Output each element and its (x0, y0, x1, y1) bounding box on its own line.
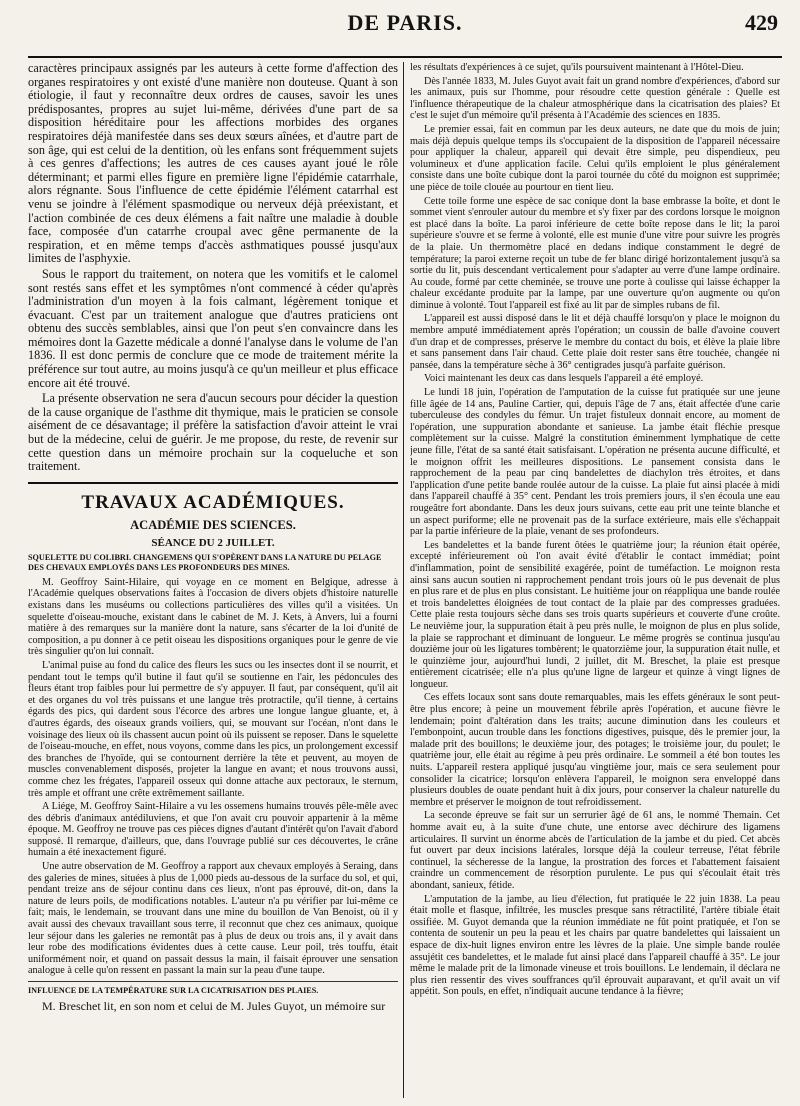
paragraph: Une autre observation de M. Geoffroy a rapport aux chevaux employés à Seraing, dans des galeries de mines, situées à plus de 1,000 pieds au-dessous de la surface du sol, et qui, pendant treize ans de séjour continu dans ces lieux, n'ont pas éprouvé, dit-on, dans la nature de leurs poils, de modifications notables. L'auteur n'a pu vérifier par lui-même ce fait; mais, le lendemain, se trouvant dans une mine du bouillon de Van Benoist, où il y avait aussi des chevaux travaillant sous terre, il reconnut que chez ces animaux, quoique leur séjour dans les galeries ne remontât pas à plus de deux ou trois ans, il y avait dans leur robe des modifications évidentes dues à cette cause. Leur poil, très touffu, était uniformément noir, et quand on passait dessus la main, il faisait éprouver une sensation analogue à celle qu'on ressent en passant la main sur la peau d'une taupe. (28, 861, 398, 977)
paragraph: A Liége, M. Geoffroy Saint-Hilaire a vu les ossemens humains trouvés pêle-mêle avec des débris d'animaux antédiluviens, et que l'on avait cru pouvoir appartenir à la même époque. M. Geoffroy ne trouve pas ces pièces dignes d'autant d'intérêt qu'on l'avait d'abord supposé. Il remarque, d'ailleurs, que, dans l'ouvrage publié sur ces découvertes, le crâne humain a été inexactement figuré. (28, 801, 398, 859)
header-title: DE PARIS. (347, 10, 463, 35)
paragraph: L'amputation de la jambe, au lieu d'élection, fut pratiquée le 22 juin 1838. La peau était molle et flasque, infiltrée, les muscles presque sans rétractilité, l'artère tibiale était ossifiée. M. Guyot demanda que la réunion immédiate ne fût point pratiquée, et l'on se contenta de soutenir un peu la peau et les chairs par quatre bandelettes qui laissaient un espace de dix-huit lignes environ entre les lèvres de la plaie. Une simple bande roulée assujétit ces bandelettes, et le malade fut ainsi placé dans l'appareil chauffé à 35°. Le jour même le malade prit de la limonade vineuse et trois bouillons. Le lendemain, il déclara ne plus rien ressentir des vives souffrances qu'il éprouvait auparavant, et qu'il avait un vif appétit. Son pouls, en effet, n'indiquait aucune tendance à la fièvre; (410, 893, 780, 998)
paragraph: Voici maintenant les deux cas dans lesquels l'appareil a été employé. (424, 373, 704, 385)
paragraph: L'animal puise au fond du calice des fleurs les sucs ou les insectes dont il se nourrit, et pendant tout le temps qu'il butine il faut qu'il se soutienne en l'air, les pédoncules des fleurs étant trop faibles pour lui permettre de s'y appuyer. Il faut, par conséquent, qu'il ait et des organes du vol très puissans et une langue très protractile, qu'il tienne, à certains égards des pics, qui dardent sous l'écorce des arbres une longue langue gluante, et, à d'autres égards, des oiseaux grands voiliers, qui, se mouvant sur l'océan, n'ont dans le voisinage des lieux où ils chassent aucun point où ils puissent se reposer. Dans le squelette de l'oiseau-mouche, en effet, nous voyons, comme dans les pics, un prolongement excessif des branches de l'hyoïde, qui se contournent derrière la tête et peuvent, au moyen de muscles convenablement disposés, projeter la langue en avant; et nous trouvons aussi, comme chez les frégates, l'appareil osseux qui donne attache aux pectoraux, le sternum, très ample et offrant une crête extrêmement saillante. (28, 659, 398, 799)
paragraph: Cette toile forme une espèce de sac conique dont la base embrasse la boîte, et dont le sommet vient s'enrouler autour du membre et s'y fixer par des cordons lorsque le moignon est placé dans la boîte. La paroi inférieure de cette boîte repose dans le lit; la paroi supérieure s'ouvre et se ferme à volonté, elle est munie d'une vitre pour suivre les progrès de la plaie. Un thermomètre placé en dedans indique constamment le degré de température; la paroi externe reçoit un tube de fer blanc dirigé horizontalement jusqu'à sa sortie du lit, puis descendant verticalement pour s'adapter au verre d'une lampe ordinaire. Au coude, formé par cette cheminée, se trouve une porte à coulisse qui laisse échapper la chaleur excédante produite par la lampe, par une ouverture qu'on augmente ou qu'on diminue à volonté. Tout l'appareil est fixé au lit par de simples rubans de fil. (410, 195, 780, 311)
paragraph: Ces effets locaux sont sans doute remarquables, mais les effets généraux le sont peut-être plus encore; à peine un mouvement fébrile après l'opération, et aucune fièvre le lendemain; point d'altération dans les traits; aucune diminution dans les couleurs et l'embonpoint, aucun trouble dans les fonctions digestives, puisque, dès le premier jour, la malade prit des bouillons; le deuxième jour, des potages; le troisième jour, du poulet; le quatrième jour, elle était au régime à peu près ordinaire. Le sommeil a été bon toutes les nuits. L'appareil restera appliqué jusqu'au vingtième jour, mais ce sera seulement pour consolider la cicatrice; lorsqu'on enlèvera l'appareil, le moignon sera enveloppé dans plusieurs doubles de ouate pendant huit à dix jours, pour conserver la chaleur naturelle du membre et préserver le moignon de tout refroidissement. (410, 692, 780, 808)
article-caption: INFLUENCE DE LA TEMPÉRATURE SUR LA CICATRISATION DES PLAIES. (28, 986, 319, 995)
paragraph: M. Geoffroy Saint-Hilaire, qui voyage en ce moment en Belgique, adresse à l'Académie quelques observations faites à l'occasion de divers objets d'histoire naturelle existans dans les muséums ou collections particulières des villes qu'il a visitées. Un squelette d'oiseau-mouche, existant dans le cabinet de M. J. Kets, à Anvers, lui a fourni matière à des remarques sur la manière dont la nature, sans s'écarter de la loi d'unité de composition, a pu donner à ce petit oiseau les dispositions organiques pour le genre de vie très singulier qu'on lui connaît. (28, 576, 398, 658)
paragraph: Dès l'année 1833, M. Jules Guyot avait fait un grand nombre d'expériences, d'abord sur les animaux, puis sur l'homme, pour résoudre cette question générale : Quelle est l'influence thérapeutique de la chaleur atmosphérique dans la cicatrisation des plaies? Et c'est le sujet d'un mémoire qu'il présenta à l'Académie des sciences en 1835. (410, 75, 780, 122)
paragraph: La seconde épreuve se fait sur un serrurier âgé de 61 ans, le nommé Themain. Cet homme avait eu, à la suite d'une chute, une entorse avec déchirure des ligamens articulaires. Il survint un énorme abcès de l'articulation de la jambe et du pied. Cet abcès fut ouvert par deux incisions latérales, lorsque déjà la couleur terreuse, l'état fébrile continuel, la sécheresse de la langue, la prostration des forces et l'abattement faisaient craindre un commencement de résorption purulente. Le pus qui s'écoulait était très abondant, sanieux, fétide. (410, 810, 780, 891)
page-number: 429 (745, 10, 778, 35)
paragraph: caractères principaux assignés par les auteurs à cette forme d'affection des organes respiratoires y ont existé d'une manière non douteuse. Quant à son étiologie, il faut y reconnaître deux ordres de causes, savoir les unes prédisposantes, propres au sujet lui-même, dérivées d'une part de sa disposition héréditaire pour les affections morbides des organes respiratoires déjà manifestée dans ses deux sœurs aînées, et d'autre part de son âge, qui est celui de la dentition, où les enfans sont fréquemment sujets à ces genres d'affections; les autres de ces causes ayant joué le rôle déterminant; et parmi elles figure en première ligne l'épidémie catarrhale, alors régnante. Sous l'influence de cette épidémie l'élément catarrhal est venu se joindre à l'élément spasmodique ou nerveux déjà préexistant, et l'action combinée de ces deux élémens a fait naître une maladie à double face, composée d'un catarrhe croupal avec gêne permanente de la respiration, et en même temps d'accès asthmatiques poussé jusqu'aux limites de l'asphyxie. (28, 62, 398, 266)
section-separator (28, 482, 398, 484)
column-divider (403, 62, 404, 1098)
paragraph: Le premier essai, fait en commun par les deux auteurs, ne date que du mois de juin; mais déjà depuis quelque temps ils s'occupaient de la disposition de l'appareil nécessaire pour appliquer la chaleur, appareil qui devait être simple, peu dispendieux, peu volumineux et d'une application facile. Celui qu'ils emploient le plus généralement consiste dans une boîte cubique dont la paroi tournée du côté du moignon est supprimée; une pièce de toile clouée au pourtour en tient lieu. (410, 123, 780, 193)
paragraph: les résultats d'expériences à ce sujet, qu'ils poursuivent maintenant à l'Hôtel-Dieu. (410, 62, 744, 73)
paragraph: Les bandelettes et la bande furent ôtées le quatrième jour; la réunion était opérée, excepté inférieurement où l'on avait évité d'établir le contact immédiat; point d'inflammation, point de sensibilité exagérée, point de tuméfaction. Le moignon resta ainsi sans aucun soutien ni rapprochement pendant trois jours où le pus devenait de plus en plus rare et de plus en plus consistant. Le huitième jour on réappliqua une bande roulée et trois bandelettes éloignées de tout contact de la plaie par des compresses graduées. Cette plaie resta toujours sèche dans ses trois quarts supérieurs et couverte d'une croûte. Le neuvième jour, la suppuration était à peu près nulle, le moignon de plus en plus solide, la plaie se rapprochant et diminuant de longueur. Le même progrès se continua jusqu'au douzième jour où les ligatures tombèrent; le quatorzième jour, la suppuration était nulle, et le quinzième jour, aujourd'hui lundi, 2 juillet, dit M. Breschet, la plaie est presque entièrement cicatrisée; elle n'a plus qu'une ligne de largeur et quinze à vingt lignes de longueur. (410, 539, 780, 690)
paragraph: L'appareil est aussi disposé dans le lit et déjà chauffé lorsqu'on y place le moignon du membre amputé immédiatement après l'opération; un coussin de balle d'avoine couvert d'un drap et de compresses, préserve le membre du contact du bois, et élève la plaie libre et sans pansement dans l'air chaud. Cette plaie doit rester sans être touchée, changée ni pansée, dans la température sèche à 36° centigrades jusqu'à parfaite guérison. (410, 313, 780, 371)
page-header (28, 2, 782, 58)
left-column (28, 62, 398, 1098)
paragraph: La présente observation ne sera d'aucun secours pour décider la question de la cause organique de l'asthme dit thymique, mais le praticien se console aisément de ce désavantage; il préfère la satisfaction d'avoir atteint le vrai but de la médecine, celui de guérir. Je me propose, du reste, de revenir sur cette question dans un mémoire prochain sur la coqueluche et son traitement. (28, 391, 398, 474)
right-column (410, 62, 780, 1098)
section-title: TRAVAUX ACADÉMIQUES. (81, 491, 345, 513)
article-caption: SQUELETTE DU COLIBRI. CHANGEMENS QUI S'OPÈRENT DANS LA NATURE DU PELAGE DES CHEVAUX EMPLOYÉS DANS LES PROFONDEURS DES MINES. (28, 552, 382, 572)
paragraph: Sous le rapport du traitement, on notera que les vomitifs et le calomel sont restés sans effet et les symptômes n'ont commencé à céder qu'après l'administration d'un moyen à la fois calmant, légèrement tonique et évacuant. C'est par un traitement analogue que d'autres praticiens ont obtenu des succès semblables, ainsi que l'on peut s'en convaincre dans les mémoires dont la Gazette médicale a donné l'analyse dans le volume de l'an 1836. Il est donc permis de conclure que ce mode de traitement mérite la préférence sur tout autre, au moins jusqu'à ce qu'un meilleur et plus efficace encore ait été trouvé. (28, 266, 398, 390)
paragraph: M. Breschet lit, en son nom et celui de M. Jules Guyot, un mémoire sur (42, 999, 386, 1013)
seance-date: SÉANCE DU 2 JUILLET. (151, 536, 275, 549)
paragraph: Le lundi 18 juin, l'opération de l'amputation de la cuisse fut pratiquée sur une jeune fille âgée de 14 ans, Pauline Cartier, qui, depuis l'âge de 7 ans, était affectée d'une carie tuberculeuse des condyles du fémur. Un trajet fistuleux donnait encore, au moment de l'opération, une suppuration abondante et sanieuse. La jambe était fléchie presque complètement sur la cuisse. Malgré la constitution éminemment lymphatique de cette jeune fille, l'état de sa santé était satisfaisant. L'opération ne présenta aucune difficulté, et le moignon offrit les meilleures dispositions. Le pansement consista dans le rapprochement de la peau par cinq bandelettes de diachylon très étroites, et dans l'application d'une petite bande roulée autour de la cuisse. La plaie fut ainsi placée à midi dans l'appareil chauffé à 35° cent. Pendant les trois premiers jours, il s'en écoula une eau rougeâtre fort abondante. Dans les deux jours suivans, cette eau prit une teinte blanche et un aspect puriforme; elle ne provenait pas de la surface extérieure, mais elle s'échappait par la partie inférieure de la plaie, venant de ses profondeurs. (410, 387, 780, 538)
academy-title: ACADÉMIE DES SCIENCES. (130, 517, 296, 532)
divider (28, 981, 398, 982)
